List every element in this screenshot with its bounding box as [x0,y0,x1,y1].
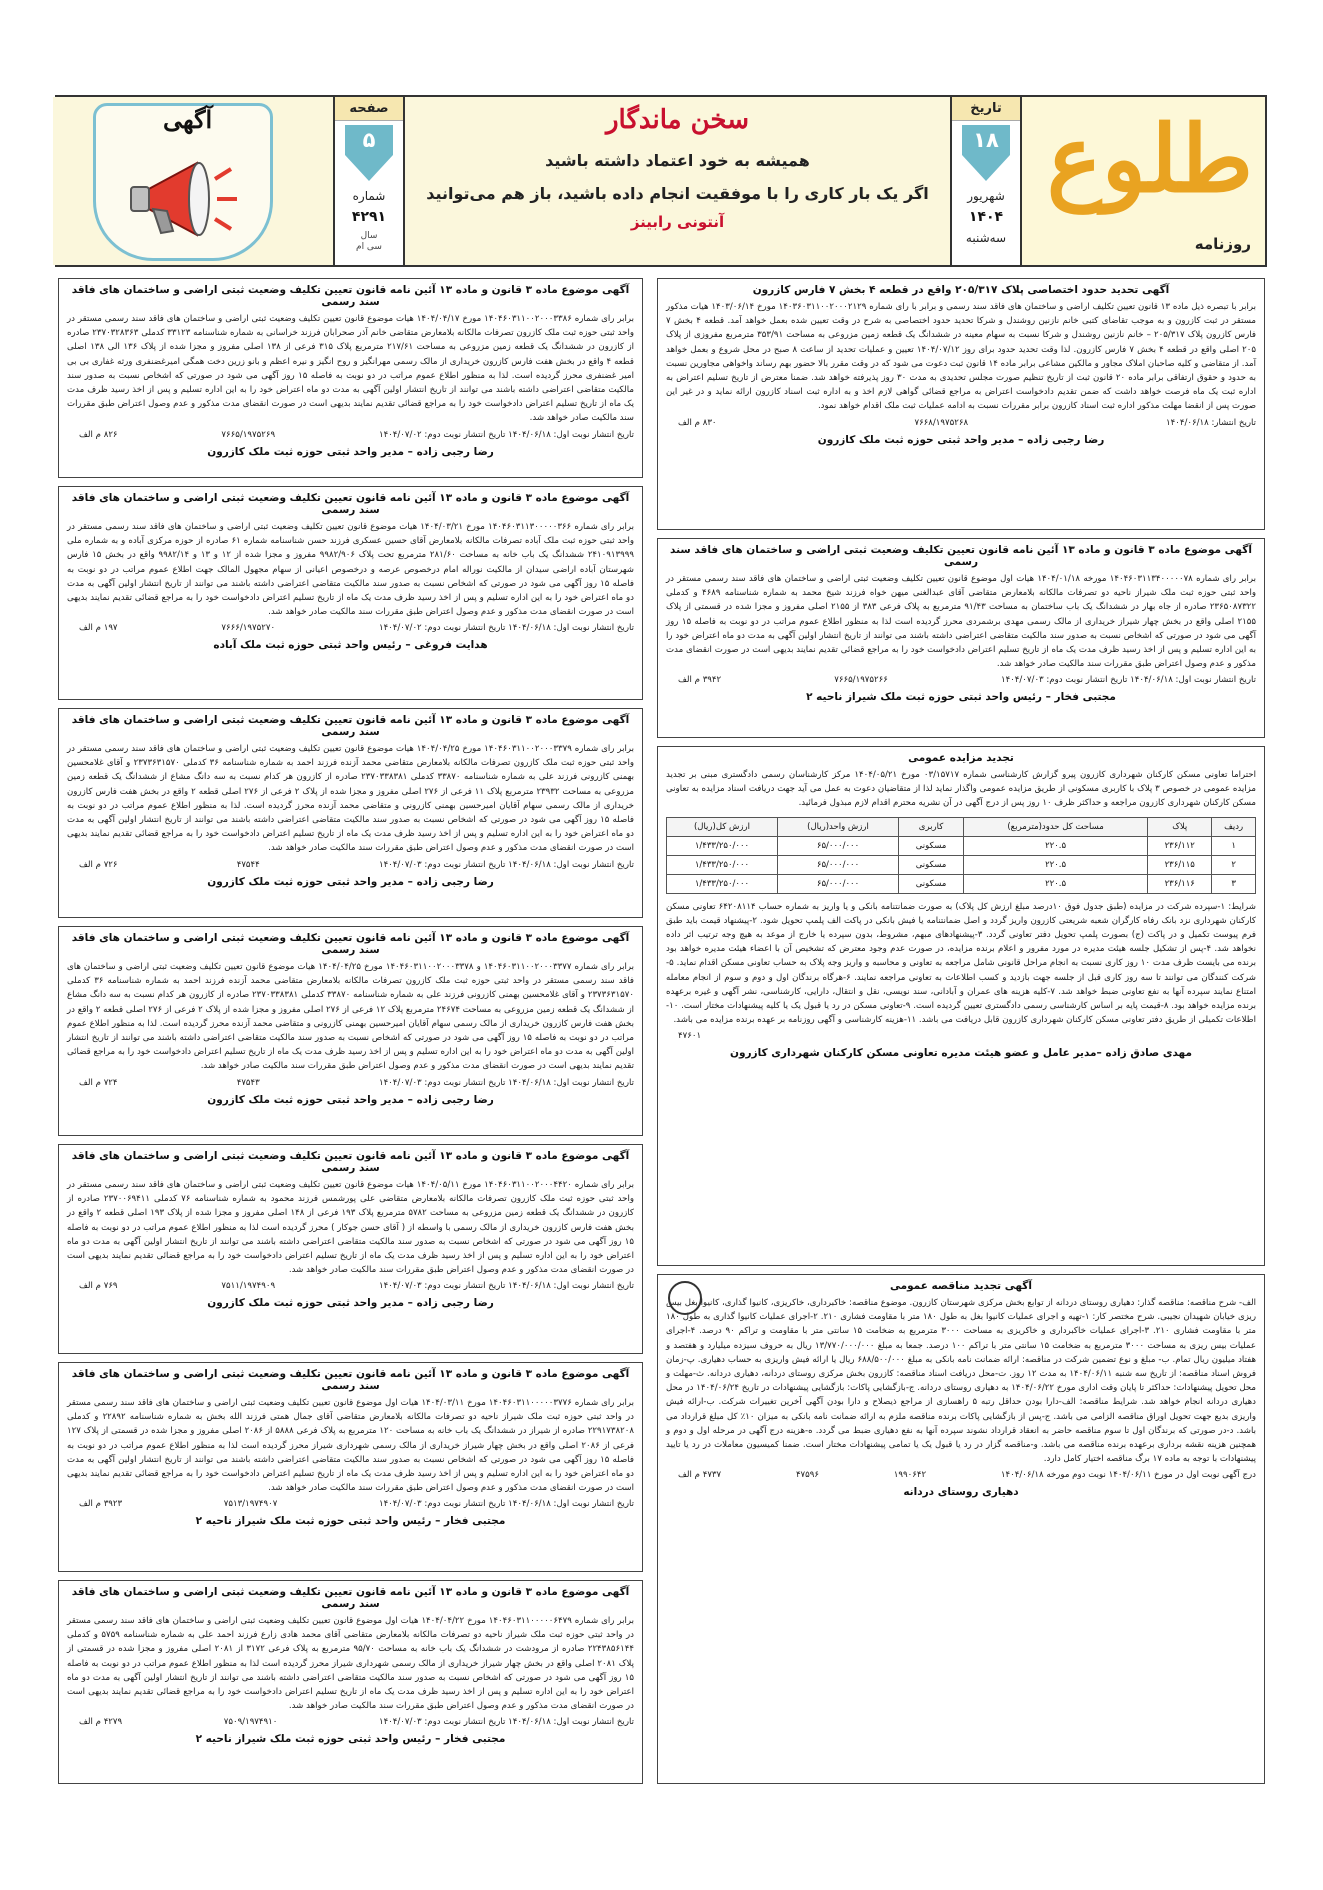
issue-number: ۴۲۹۱ [351,209,387,225]
notice-registration [58,278,643,478]
page-badge [345,125,393,183]
notice-signature: رضا رجبی زاده – مدیر واحد ثبتی حوزه ثبت ملک کازرون [817,433,1105,446]
notice-body: برابر با تبصره ذیل ماده ۱۳ قانون تعیین تکلیف اراضی و ساختمان های فاقد سند رسمی و برابر با رای شماره ۱۴۰۳۶۰۳۱۱۰۰۲۰۰۰۲۱۲۹ مورخ ۱۴۰۳/۰۶/۱۴ هیات مذکور مستقر در ثبت کازرون و به موجب تقاضای کتبی خانم نازنین روشندل و شرکا تحدید حدود اختصاصی به شرح در وقت تعیین شده بعمل خواهد آمد. قطعه ۴ بخش ۷ فارس کازرون پلاک ۲۰۵/۳۱۷ – خانم نازنین روشندل و شرکا نسبت به سهام معینه در ششدانگ یک قطعه زمین مزروعی به مساحت ۳۵۳/۹۱ مترمربع مفروزی از پلاک ۲۰۵ اصلی واقع در قطعه ۴ بخش ۷ فارس کازرون. لذا وقت تحدید حدود برای روز ۱۴۰۴/۰۷/۱۲ تعیین و عملیات تحدید از ساعت ۸ صبح در محل شروع و بعمل خواهد آمد. از متقاضی و کلیه صاحبان املاک مجاور و مالکین مشاعی برابر ماده ۱۴ قانون ثبت دعوت می شود که در وقت مقرر بالا حضور بهم رساند واخواهی مجاورین نسبت به حدود و حقوق ارتفاقی برابر ماده ۲۰ قانون ثبت از تاریخ تنظیم صورت مجلس تحدیدی به مدت ۳۰ روز پذیرفته خواهد شد. ضمنا معترض از تاریخ تسلیم اعتراض به اداره ثبت یک ماه فرصت خواهد داشت که ضمن تقدیم دادخواست اعتراض به مراجع قضائی گواهی لازم اخذ و به اداره ثبت اسناد کازرون ارائه نماید و در غیر این صورت پس از انقضا مهلت مذکور اداره ثبت اسناد کازرون برابر مقررات نسبت به ادامه عملیات ثبت ملک اقدام خواهد نمود. [666,302,1257,412]
table-cell: ۶۵/۰۰۰/۰۰۰ [777,855,898,874]
notice-meta [67,1497,634,1511]
notice-signature: رضا رجبی زاده – مدیر واحد ثبتی حوزه ثبت ملک کازرون [207,1093,494,1106]
table-header-cell: ارزش واحد(ریال) [777,817,898,836]
notice-meta [67,428,634,442]
notice-code: ۱۹۷ م الف [79,623,118,634]
ads-section-box [53,97,333,265]
volume-number: سی ام [356,242,382,252]
page-label: صفحه [335,97,403,121]
notice-tracking: ۷۶۶۶/۱۹۷۵۲۷۰ [221,623,276,634]
notice-meta [666,416,1256,430]
megaphone-icon [123,149,243,249]
notice-body: برابر رای شماره ۱۴۰۴۶۰۳۱۱۰۰۰۰۰۶۴۷۹ مورخ ۱۴۰۴/۰۴/۲۲ هیات اول موضوع قانون تعیین تکلیف وضعیت ثبتی اراضی و ساختمان های فاقد سند رسمی مستقر در واحد ثبتی حوزه ثبت ملک شیراز ناحیه دو تصرفات مالکانه بلامعارض متقاضی آقای محمد هادی زارع فرزند احمد علی به شماره شناسنامه ۵۷۵۹ و کدملی ۲۲۴۳۸۵۶۱۴۴ صادره از مرودشت در ششدانگ یک باب خانه به مساحت ۹۵/۷۰ مترمربع به پلاک فرعی ۳۱۷۲ از ۲۰۸۱ اصلی مفروز و مجزا شده در قسمتی از پلاک ۲۰۸۱ اصلی واقع در بخش چهار شیراز خریداری از مالک رسمی شهرداری شیراز محرز گردیده است لذا به منظور اطلاع عموم مراتب در دو نوبت به فاصله ۱۵ روز آگهی می شود در صورتی که اشخاص نسبت به صدور سند مالکیت متقاضی اعتراضی داشته باشند می توانند از تاریخ انتشار اولین آگهی به مدت دو ماه اعتراض خود را به این اداره تسلیم و پس از اخذ رسید ظرف مدت یک ماه از تاریخ تسلیم اعتراض دادخواست خود را به مراجع قضائی تقدیم نمایند بدیهی است در صورت انقضای مدت مذکور و عدم وصول اعتراض طبق مقررات سند مالکیت صادر خواهد شد. [67,1616,634,1712]
table-cell: ۲ [1212,855,1256,874]
quote-title: سخن ماندگار [606,105,749,135]
notice-code: ۷۲۴ م الف [79,1077,118,1088]
notice-dates: تاریخ انتشار نوبت اول: ۱۴۰۴/۰۶/۱۸ تاریخ انتشار نوبت دوم: ۱۴۰۴/۰۷/۰۳ [378,1717,634,1728]
notice-title: آگهی تجدید مناقصه عمومی [889,1280,1033,1292]
notice-signature: مجتبی فخار – رئیس واحد ثبتی حوزه ثبت ملک شیراز ناحیه ۲ [195,1515,506,1528]
volume-label: سال [360,231,378,241]
notice-title: آگهی موضوع ماده ۳ قانون و ماده ۱۳ آئین نامه قانون تعیین تکلیف وضعیت ثبتی اراضی و ساختمان های فاقد سند رسمی [71,284,630,308]
notice-meta [67,1279,634,1293]
notice-registration [58,1144,643,1354]
notice-code: ۳۹۴۲ م الف [678,675,722,686]
notice-code: ۴۷۳۷ م الف [678,1470,722,1481]
notice-title: آگهی موضوع ماده ۳ قانون و ماده ۱۳ آئین نامه قانون تعیین تکلیف وضعیت ثبتی اراضی و ساختمان های فاقد سند رسمی [71,1586,630,1610]
auction-table [666,817,1256,894]
notice-tracking: ۷۶۶۵/۱۹۷۵۲۶۹ [221,429,276,440]
table-cell: ۶۵/۰۰۰/۰۰۰ [777,836,898,855]
notice-dates: تاریخ انتشار نوبت اول: ۱۴۰۴/۰۶/۱۸ تاریخ انتشار نوبت دوم: ۱۴۰۴/۰۷/۰۲ [378,429,634,440]
notice-meta [666,673,1256,687]
notice-body: برابر رای شماره ۱۴۰۴۶۰۳۱۱۰۰۲۰۰۰۴۴۲۰ مورخ ۱۴۰۴/۰۵/۱۱ هیات موضوع قانون تعیین تکلیف وضعیت ثبتی اراضی و ساختمان های فاقد سند رسمی مستقر در واحد ثبتی حوزه ثبت ملک کازرون تصرفات مالکانه بلامعارض متقاضی علی پورشمس فرزند محمود به شماره شناسنامه ۷۶ کدملی ۲۳۷۰۰۶۹۴۱۱ صادره از کازرون در ششدانگ یک قطعه زمین مزروعی به مساحت ۵۷۸۲ مترمربع پلاک ۱۹۳ فرعی از ۱۴۸ اصلی مفروز و مجزا شده از پلاک ۱۹۳ اصلی قطعه ۲ واقع در بخش هفت فارس کازرون خریداری از مالک رسمی با واسطه از ( آقای حسن جوکار ) محرز گردیده است لذا به منظور اطلاع عموم مراتب در دو نوبت به فاصله ۱۵ روز آگهی می شود در صورتی که اشخاص نسبت به صدور سند مالکیت متقاضی اعتراضی داشته باشند می توانند از تاریخ انتشار اولین آگهی به مدت دو ماه اعتراض خود را به این اداره تسلیم و پس از اخذ رسید ظرف مدت یک ماه از تاریخ تسلیم اعتراض دادخواست خود را به مراجع قضائی تقدیم نمایند بدیهی است در صورت انقضای مدت مذکور و عدم وصول اعتراض طبق مقررات سند مالکیت صادر خواهد شد. [67,1180,635,1276]
table-cell: مسکونی [899,855,964,874]
quote-line-2: اگر یک بار کاری را با موفقیت انجام داده باشید، باز هم می‌توانید [426,184,929,203]
notice-tracking: ۷۶۶۵/۱۹۷۵۲۶۶ [834,675,888,686]
notice-tracking: ۷۵۱۱/۱۹۷۴۹۰۹ [221,1281,276,1292]
table-header-cell: مساحت کل حدود(مترمربع) [963,817,1147,836]
date-weekday: سه‌شنبه [965,231,1007,245]
notice-dates: تاریخ انتشار نوبت اول: ۱۴۰۴/۰۶/۱۸ تاریخ انتشار نوبت دوم: ۱۴۰۴/۰۷/۰۳ [378,859,634,870]
day-badge [962,125,1010,183]
notice-title: آگهی موضوع ماده ۳ قانون و ماده ۱۳ آئین نامه قانون تعیین تکلیف وضعیت ثبتی اراضی و ساختمان های فاقد سند رسمی [71,932,630,956]
table-cell: ۱/۴۳۳/۲۵۰/۰۰۰ [667,836,778,855]
notice-title: آگهی موضوع ماده ۳ قانون و ماده ۱۳ آئین نامه قانون تعیین تکلیف وضعیت ثبتی اراضی و ساختمان های فاقد سند رسمی [71,714,630,738]
date-year: ۱۴۰۴ [968,209,1004,225]
notice-signature: دهیاری روستای دردانه [903,1486,1019,1499]
notice-code: ۳۹۲۳ م الف [79,1499,123,1510]
notice-body: برابر رای شماره ۱۴۰۴۶۰۳۱۱۳۰۰۰۰۰۳۶۶ مورخ ۱۴۰۴/۰۳/۲۱ هیات موضوع قانون تعیین تکلیف وضعیت ثبتی اراضی و ساختمان های فاقد سند رسمی مستقر در واحد ثبتی حوزه ثبت ملک آباده تصرفات مالکانه بلامعارض آقای حسین عسکری فرزند حسن شناسنامه شماره ۶۱ صادره از حوزه مرکزی آباده و به شماره ملی ۲۴۱۰۹۱۳۹۹۹ ششدانگ یک باب خانه به مساحت ۲۸۱/۶۰ مترمربع تحت پلاک ۹۹۸۲/۹۰۶ مفروز و مجزا شده از ۱۲ و ۱۳ و ۹۹۸۲/۱۴ واقع در بخش ۱۵ فارس شهرستان آباده اراضی سیدان از مالکیت نوراله امام درخصوص عرصه و درخصوص اعیانی از سهام مجهول المالک جهت اطلاع عموم مراتب در دو نوبت به فاصله ۱۵ روز آگهی می شود در صورتی که اشخاص نسبت به صدور سند مالکیت متقاضی اعتراضی داشته باشند می توانند از تاریخ انتشار اولین آگهی به مدت دو ماه اعتراض خود را به این اداره تسلیم و پس از اخذ رسید ظرف مدت یک ماه از تاریخ تسلیم اعتراض دادخواست خود را به مراجع قضائی تقدیم نمایند بدیهی است در صورت انقضای مدت مذکور و عدم وصول اعتراض طبق مقررات سند مالکیت صادر خواهد شد. [67,522,634,618]
notice-dates: تاریخ انتشار نوبت اول: ۱۴۰۴/۰۶/۱۸ تاریخ انتشار نوبت دوم: ۱۴۰۴/۰۷/۰۳ [378,1281,634,1292]
date-month: شهریور [967,189,1005,203]
notice-registration [58,1580,643,1784]
notice-tracking: ۴۷۵۹۶ [795,1470,820,1481]
table-cell: ۱ [1212,836,1256,855]
table-cell: مسکونی [899,836,964,855]
table-row [667,855,1256,874]
notice-registration [58,1362,643,1572]
notice-meta [67,1715,634,1729]
notice-code: ۸۳۰ م الف [678,417,717,428]
notice-signature: رضا رجبی زاده – مدیر واحد ثبتی حوزه ثبت ملک کازرون [207,1297,494,1310]
table-header-cell: ارزش کل(ریال) [667,817,778,836]
notice-meta [666,1029,1256,1043]
auction-conditions: شرایط: ۱-سپرده شرکت در مزایده (طبق جدول فوق ۱۰درصد مبلغ ارزش کل پلاک) به صورت ضمانتنامه بانکی و یا واریز به شماره حساب ۶۴۲۰۸۱۱۴ تعاونی مسکن کارکنان شهرداری نزد بانک رفاه کارگران شعبه شریعتی کازرون واریز گردد و اصل ضمانتنامه یا فیش بانکی در پاکت الف پلمپ تحویل شود. ۲-پیشنهاد قیمت باید طبق فرم پیوست تکمیل و در پاکت (ج) بصورت پلمپ تحویل دفتر تعاونی گردد. ۳-پیشنهادهای مبهم، مشروط، بدون سپرده یا خارج از موعد به هیچ وجه ترتیب اثر داده نخواهد شد. ۴-پس از تشکیل جلسه هیئت مدیره در مورد مفرور و اعلام برنده مزایده، در صورت عدم وجود معترض که تشخیص آن با اعضاء هیئت مدیره خواهد بود برنده می بایست ظرف مدت ۱۰ روز کاری نسبت به انجام مراحل قانونی شامل مراجعه به تعاونی و محاسبه و واریز وجه پلاک به حساب تعاونی مسکن اقدام نماید. ۵-شرکت کنندگان می توانند تا سه روز کاری قبل از جلسه جهت بازدید و کسب اطلاعات به تعاونی مراجعه نمایند. ۶-هرگاه برندگان اول و دوم و سوم از انجام معامله امتناع نمایند سپرده آنها به نفع تعاونی ضبط خواهد شد. ۷-کلیه هزینه های عمران و آبادانی، سند نویسی، نقل و انتقال، دارایی، کارشناسی، نشر آگهی و غیره برعهده برنده مزایده خواهد بود. ۸-قیمت پایه بر اساس کارشناسی رسمی دادگستری تعیین گردیده است. ۹-تعاونی مسکن در رد یا قبول یک یا کلیه پیشنهادات مختار است. ۱۰-اطلاعات تکمیلی از طریق دفتر تعاونی مسکن کارکنان شهرداری کازرون قابل دریافت می باشد. ۱۱-هزینه کارشناسی و آگهی روزنامه بر عهده برنده مزایده می باشد. [666,901,1257,1026]
quote-box [403,97,950,265]
notice-code: ۷۲۶ م الف [79,859,118,870]
notice-body: برابر رای شماره ۱۴۰۴۶۰۳۱۱۰۰۲۰۰۰۳۳۷۷ و ۱۴۰۴۶۰۳۱۱۰۰۲۰۰۰۳۳۷۸ مورخ ۱۴۰۴/۰۴/۲۵ هیات موضوع قانون تعیین تکلیف وضعیت ثبتی اراضی و ساختمان های فاقد سند رسمی مستقر در واحد ثبتی حوزه ثبت ملک کازرون تصرفات مالکانه بلامعارض متقاضی محمد آزنده فرزند احمد به شماره شناسنامه ۳۶ کدملی ۲۳۷۳۶۳۱۵۷۰ و آقای غلامحسین بهمنی کازرونی فرزند علی به شماره شناسنامه ۳۳۸۷۰ کدملی ۲۳۷۰۳۳۸۳۸۱ صادره از کازرون هر کدام نسبت به سه دانگ مشاع از ششدانگ یک قطعه زمین مزروعی به مساحت ۲۴۶۷۴ مترمربع پلاک ۱۲ فرعی از ۲۷۶ اصلی مفروز و مجزا شده از پلاک ۲ فرعی از ۲۷۶ اصلی قطعه ۲ واقع در بخش هفت فارس کازرون خریداری از مالک رسمی سهام آقایان امیرحسین بهمنی کازرونی و متقاضی محمد آزنده محرز گردیده است. لذا به منظور اطلاع عموم مراتب در دو نوبت به فاصله ۱۵ روز آگهی می شود در صورتی که اشخاص نسبت به صدور سند مالکیت متقاضی اعتراضی داشته باشند می توانند از تاریخ انتشار اولین آگهی به مدت دو ماه اعتراض خود را به این اداره تسلیم و پس از اخذ رسید ظرف مدت یک ماه از تاریخ تسلیم اعتراض دادخواست خود را به مراجع قضائی تقدیم نمایند بدیهی است در صورت انقضای مدت مذکور و عدم وصول اعتراض طبق مقررات سند مالکیت صادر خواهد شد. [67,962,635,1072]
table-cell: ۲۳۶/۱۱۶ [1148,874,1212,893]
ads-section-title: آگهی [163,105,213,134]
newspaper-logo[interactable] [1020,97,1265,265]
notice-dates: تاریخ انتشار نوبت اول: ۱۴۰۴/۰۶/۱۸ تاریخ انتشار نوبت دوم: ۱۴۰۴/۰۷/۰۳ [378,1077,634,1088]
table-row [667,874,1256,893]
notice-signature: مجتبی فخار – رئیس واحد ثبتی حوزه ثبت ملک شیراز ناحیه ۲ [806,691,1116,704]
notice-meta [67,858,634,872]
emblem-icon [668,1281,702,1315]
table-header-cell: ردیف [1212,817,1256,836]
notice-auction [657,746,1265,1266]
notice-meta [67,621,634,635]
notice-title: آگهی موضوع ماده ۳ قانون و ماده ۱۳ آئین نامه قانون تعیین تکلیف وضعیت ثبتی اراضی و ساختمان های فاقد سند رسمی [71,1368,630,1392]
notice-title: آگهی موضوع ماده ۳ قانون و ماده ۱۳ آئین نامه قانون تعیین تکلیف وضعیت ثبتی اراضی و ساختمان های فاقد سند رسمی [71,492,630,516]
notice-registration [58,486,643,700]
page-box [333,97,403,265]
notice-signature: رضا رجبی زاده – مدیر واحد ثبتی حوزه ثبت ملک کازرون [207,445,494,458]
table-cell: ۶۵/۰۰۰/۰۰۰ [777,874,898,893]
quote-line-1: همیشه به خود اعتماد داشته باشید [545,151,810,170]
notice-signature: رضا رجبی زاده – مدیر واحد ثبتی حوزه ثبت ملک کازرون [207,875,494,888]
table-cell: ۱/۴۳۳/۲۵۰/۰۰۰ [667,855,778,874]
date-day: ۱۸ [962,125,1010,155]
notice-code: ۸۲۶ م الف [79,429,118,440]
arrow-down-icon [345,155,393,181]
notice-tracking: ۴۷۵۴۴ [236,859,260,870]
notice-title: آگهی تحدید حدود اختصاصی پلاک ۲۰۵/۳۱۷ واقع در قطعه ۴ بخش ۷ فارس کازرون [752,284,1170,296]
notice-tracking: ۷۵۰۹/۱۹۷۴۹۱۰ [223,1717,278,1728]
notice-meta [666,1468,1256,1482]
notice-body: الف- شرح مناقصه: مناقصه گذار: دهیاری روستای دردانه از توابع بخش مرکزی شهرستان کازرون. موضوع مناقصه: خاکبرداری، خاکریزی، کانیوا گذاری، کانیوا بغل بیس ریزی خیابان شهیدان نجیبی. شرح مختصر کار: ۱-تهیه و اجرای عملیات کانیوا بغل به طول ۱۸۰ متر با مقاومت فشاری ۲۱۰. ۲-اجرای عملیات کانیوا گذاری به طول ۱۸۰ متر با مقاومت فشاری ۲۱۰. ۳-اجرای عملیات خاکبرداری و خاکریزی به مساحت ۳۰۰۰ مترمربع به ضخامت ۱۵ سانتی متر با مقاومت و تراکم ۹۰ درصد. ۴-اجرای عملیات بیس ریزی به مساحت ۳۰۰۰ مترمربع به ضخامت ۱۵ سانتی متر با تراکم ۱۰۰ درصد. جمعا به مبلغ ۱۳/۷۷۰/۰۰۰/۰۰۰ ریال به حروف سیزده میلیارد و هفتصد و هفتاد میلیون ریال تمام. ب- مبلغ و نوع تضمین شرکت در مناقصه: ارائه ضمانت نامه بانکی به مبلغ ۶۸۸/۵۰۰/۰۰۰ ریال یا ارائه فیش واریزی به حساب دهیاری. پ-زمان فروش اسناد مناقصه: از تاریخ سه شنبه ۱۴۰۴/۰۶/۱۱ به مدت ۱۲ روز. ت-محل دریافت اسناد مناقصه: کازرون بخش مرکزی روستای دردانه، دهیاری دردانه. ث-مهلت و محل تحویل پیشنهادات: حداکثر تا پایان وقت اداری مورخ ۱۴۰۴/۰۶/۲۲ به دهیاری روستای دردانه. ج-بازگشایی پاکات: بازگشایی پیشنهادات در تاریخ ۱۴۰۴/۰۶/۲۴ در محل دهیاری دردانه انجام خواهد شد. شرایط مناقصه: الف-دارا بودن حداقل رتبه ۵ راهسازی از مراجع ذیصلاح و دارا بودن آگهی آخرین تغییرات شرکت. ب-ارائه فیش واریزی بدیع جهت تحویل اوراق مناقصه الزامی می باشد. ج-پس از بازگشایی پاکات برنده مناقصه ملزم به ارائه ضمانت نامه بانکی به میزان ۱۰٪ کل مبلغ قرارداد می باشد. د-در صورتی که برندگان اول تا سوم مناقصه حاضر به انعقاد قرارداد نشوند سپرده آنها به نفع دهیاری ضبط می گردد. ه-هزینه درج آگهی در مرحله اول و دوم و همچنین هزینه نقشه برداری برعهده برنده مناقصه می باشد. و-مناقصه گزار در رد یا قبول یک یا تمامی پیشنهادات مختار است. ضمنا کمیسیون معاملات در رد یا تایید پیشنهادات با توجه به ماده ۱۷ برگ مناقصه اختیار کامل دارد. [666,1298,1257,1465]
notice-tracking: ۴۷۵۴۳ [236,1077,260,1088]
notice-tracking: ۱۹۹۰۶۴۲ [893,1470,927,1481]
quote-author: آنتونی رابینز [630,213,725,231]
table-row [667,836,1256,855]
notice-title: تجدید مزایده عمومی [908,752,1014,764]
notice-body: برابر رای شماره ۱۴۰۴۶۰۳۱۱۳۴۰۰۰۰۰۷۸ مورخه ۱۴۰۴/۰۱/۱۸ هیات اول موضوع قانون تعیین تکلیف وضعیت ثبتی اراضی و ساختمان های فاقد سند رسمی مستقر در واحد ثبتی حوزه ثبت ملک شیراز ناحیه دو تصرفات مالکانه بلامعارض متقاضی آقای عبدالغنی میهن خواه فرزند شیخ محمد به شماره شناسنامه ۴۶۸۹ و کدملی ۲۳۶۵۰۸۷۳۲۲ صادره از جاه بهار در ششدانگ یک باب ساختمان به مساحت ۹۱/۴۳ مترمربع به پلاک فرعی ۳۸۳ از ۲۱۵۵ اصلی مفروز و مجزا شده در قسمتی از پلاک ۲۱۵۵ اصلی واقع در بخش چهار شیراز خریداری از مالک رسمی مهدی برشمردی محرز گردیده است لذا به منظور اطلاع عموم مراتب در دو نوبت به فاصله ۱۵ روز آگهی می شود در صورتی که اشخاص نسبت به صدور سند مالکیت متقاضی اعتراضی داشته باشند می توانند از تاریخ انتشار اولین آگهی به مدت دو ماه اعتراض خود را به این اداره تسلیم و پس از اخذ رسید ظرف مدت یک ماه از تاریخ تسلیم اعتراض دادخواست خود را به مراجع قضائی تقدیم نمایند بدیهی است در صورت انقضای مدت مذکور و عدم وصول اعتراض طبق مقررات سند مالکیت صادر خواهد شد. [666,574,1257,670]
notice-body: برابر رای شماره ۱۴۰۴۶۰۳۱۱۰۰۲۰۰۰۳۳۸۶ مورخ ۱۴۰۴/۰۴/۱۷ هیات موضوع قانون تعیین تکلیف وضعیت ثبتی اراضی و ساختمان های فاقد سند رسمی مستقر در واحد ثبتی حوزه ثبت ملک کازرون تصرفات مالکانه بلامعارض متقاضی خانم آذر صحرابان فرزند خراسانی به شماره شناسنامه ۳۳۱۲۳ کدملی ۲۳۷۰۳۲۸۳۶۳ صادره از کازرون در ششدانگ یک قطعه زمین مزروعی به مساحت ۲۱۷/۶۱ مترمربع پلاک ۳۱۵ فرعی از ۱۳۸ اصلی مفروز و مجزا شده از پلاک ۱۳۶ الی ۱۳۸ اصلی قطعه ۴ واقع در بخش هفت فارس کازرون خریداری از مالک رسمی مهرانگیز و روح انگیز و نیره اعظم و بانو زرین دخت همگی امیرغضنفری ورثه غفاری بی بی امیر غضنفری محرز گردیده است. لذا به منظور اطلاع عموم مراتب در دو نوبت به فاصله ۱۵ روز آگهی می شود در صورتی که اشخاص نسبت به صدور سند مالکیت متقاضی اعتراضی داشته باشند می توانند از تاریخ انتشار اولین آگهی به مدت دو ماه اعتراض خود را به این اداره تسلیم و پس از اخذ رسید ظرف مدت یک ماه از تاریخ تسلیم اعتراض دادخواست خود را به مراجع قضائی تقدیم نمایند بدیهی است در صورت انقضای مدت مذکور و عدم وصول اعتراض طبق مقررات سند مالکیت صادر خواهد شد. [67,314,635,424]
masthead [55,95,1267,267]
notice-title: آگهی موضوع ماده ۳ قانون و ماده ۱۳ آئین نامه قانون تعیین تکلیف وضعیت ثبتی اراضی و ساختمان های فاقد سند رسمی [71,1150,630,1174]
notice-boundary-definition [657,278,1265,530]
notice-dates: درج آگهی نوبت اول در مورخ ۱۴۰۴/۰۶/۱۱ نوبت دوم مورخه ۱۴۰۴/۰۶/۱۸ [1000,1470,1256,1481]
notice-tracking: ۷۶۶۸/۱۹۷۵۲۶۸ [914,417,969,428]
notice-tracking: ۴۷۶۰۱ [678,1031,702,1042]
table-cell: ۲۲۰.۵ [963,855,1147,874]
table-cell: ۲۳۶/۱۱۲ [1148,836,1212,855]
notice-title: آگهی موضوع ماده ۳ قانون و ماده ۱۳ آئین نامه قانون تعیین تکلیف وضعیت ثبتی اراضی و ساختمان های فاقد سند رسمی [670,544,1252,568]
notice-body: برابر رای شماره ۱۴۰۴۶۰۳۱۱۰۰۰۰۰۳۷۷۶ مورخ ۱۴۰۴/۰۳/۱۱ هیات اول موضوع قانون تعیین تکلیف وضعیت ثبتی اراضی و ساختمان های فاقد سند رسمی مستقر در واحد ثبتی حوزه ثبت ملک شیراز ناحیه دو تصرفات مالکانه بلامعارض متقاضی آقای جمال همتی فرزند الله بخش به شماره شناسنامه ۲۲۸۹۲ و کدملی ۲۲۹۱۷۳۸۲۰۸ صادره از شیراز در ششدانگ یک باب خانه به مساحت ۱۲۰ مترمربع به پلاک فرعی ۵۸۸۸ از ۲۰۸۶ اصلی مفروز و مجزا شده در قسمتی از پلاک ۱۲۷ فرعی از ۲۰۸۶ اصلی واقع در بخش چهار شیراز خریداری از مالک رسمی شهرداری شیراز محرز گردیده است لذا به منظور اطلاع عموم مراتب در دو نوبت به فاصله ۱۵ روز آگهی می شود در صورتی که اشخاص نسبت به صدور سند مالکیت متقاضی اعتراضی داشته باشند می توانند از تاریخ انتشار اولین آگهی به مدت دو ماه اعتراض خود را به این اداره تسلیم و پس از اخذ رسید ظرف مدت یک ماه از تاریخ تسلیم اعتراض دادخواست خود را به مراجع قضائی تقدیم نمایند بدیهی است در صورت انقضای مدت مذکور و عدم وصول اعتراض طبق مقررات سند مالکیت صادر خواهد شد. [67,1398,635,1494]
date-box [950,97,1020,265]
table-cell: ۲۲۰.۵ [963,874,1147,893]
logo-wordmark: طلوع [1046,105,1253,213]
notice-tender [657,1274,1265,1784]
logo-subtitle: روزنامه [1194,235,1251,253]
page-number: ۵ [345,125,393,155]
issue-label: شماره [352,189,386,203]
auction-intro: احتراما تعاونی مسکن کارکنان شهرداری کازرون پیرو گزارش کارشناسی شماره ۰۳/۱۵۷۱۷ مورخ ۱۴۰۴/۰۵/۲۱ مرکز کارشناسان رسمی دادگستری مبنی بر تجدید مزایده عمومی در خصوص ۳ پلاک با کاربری مسکونی از طریق مزایده عمومی واگذار نماید لذا از متقاضیان دعوت به عمل می آید جهت دریافت اسناد مزایده به تعاونی مسکن کارکنان شهرداری کازرون مراجعه و حداکثر ظرف ۱۰ روز پس از درج آگهی در آن نشریه محترم اقدام لازم مبذول فرمائید. [666,770,1256,809]
table-cell: ۳ [1212,874,1256,893]
table-cell: ۲۲۰.۵ [963,836,1147,855]
table-header-cell: کاربری [899,817,964,836]
notice-registration [58,708,643,918]
notice-registration [58,926,643,1136]
notice-code: ۷۶۹ م الف [79,1281,118,1292]
table-cell: ۲۳۶/۱۱۵ [1148,855,1212,874]
notice-body: برابر رای شماره ۱۴۰۴۶۰۳۱۱۰۰۲۰۰۰۳۳۷۹ مورخ ۱۴۰۴/۰۴/۲۵ هیات موضوع قانون تعیین تکلیف وضعیت ثبتی اراضی و ساختمان های فاقد سند رسمی مستقر در واحد ثبتی حوزه ثبت ملک کازرون تصرفات مالکانه بلامعارض متقاضی محمد آزنده فرزند احمد به شماره شناسنامه ۳۶ کدملی ۲۳۷۳۶۳۱۵۷۰ و آقای غلامحسین بهمنی کازرونی فرزند علی به شماره شناسنامه ۳۳۸۷۰ کدملی ۲۳۷۰۳۳۸۳۸۱ صادره از کازرون هر کدام نسبت به سه دانگ مشاع از ششدانگ یک قطعه زمین مزروعی به مساحت ۲۳۹۳۲ مترمربع پلاک ۱۱ فرعی از ۲۷۶ اصلی مفروز و مجزا شده از پلاک ۲ فرعی از ۲۷۶ اصلی قطعه ۲ واقع در بخش هفت فارس کازرون خریداری از مالک رسمی سهام آقایان امیرحسین بهمنی کازرونی و متقاضی محمد آزنده محرز گردیده است. لذا به منظور اطلاع عموم مراتب در دو نوبت به فاصله ۱۵ روز آگهی می شود در صورتی که اشخاص نسبت به صدور سند مالکیت متقاضی اعتراضی داشته باشند می توانند از تاریخ انتشار اولین آگهی به مدت دو ماه اعتراض خود را به این اداره تسلیم و پس از اخذ رسید ظرف مدت یک ماه از تاریخ تسلیم اعتراض دادخواست خود را به مراجع قضائی تقدیم نمایند بدیهی است در صورت انقضای مدت مذکور و عدم وصول اعتراض طبق مقررات سند مالکیت صادر خواهد شد. [67,744,635,854]
arrow-down-icon [962,155,1010,181]
notice-dates: تاریخ انتشار نوبت اول: ۱۴۰۴/۰۶/۱۸ تاریخ انتشار نوبت دوم: ۱۴۰۴/۰۷/۰۳ [1000,675,1256,686]
notice-dates: تاریخ انتشار: ۱۴۰۴/۰۶/۱۸ [1166,417,1256,428]
date-label: تاریخ [952,97,1020,121]
table-cell: ۱/۴۳۳/۲۵۰/۰۰۰ [667,874,778,893]
notice-meta [67,1076,634,1090]
notice-signature: مجتبی فخار – رئیس واحد ثبتی حوزه ثبت ملک شیراز ناحیه ۲ [195,1733,506,1746]
notice-signature: هدایت فروغی – رئیس واحد ثبتی حوزه ثبت ملک آباده [213,639,488,652]
notice-shiraz-registration [657,538,1265,738]
notice-dates: تاریخ انتشار نوبت اول: ۱۴۰۴/۰۶/۱۸ تاریخ انتشار نوبت دوم: ۱۴۰۴/۰۷/۰۳ [378,1499,634,1510]
notice-dates: تاریخ انتشار نوبت اول: ۱۴۰۴/۰۶/۱۸ تاریخ انتشار نوبت دوم: ۱۴۰۴/۰۷/۰۲ [378,623,634,634]
notice-tracking: ۷۵۱۳/۱۹۷۴۹۰۷ [223,1499,278,1510]
table-cell: مسکونی [899,874,964,893]
notice-signature: مهدی صادق زاده –مدیر عامل و عضو هیئت مدیره تعاونی مسکن کارکنان شهرداری کازرون [730,1047,1192,1060]
notice-code: ۴۲۷۹ م الف [79,1717,123,1728]
table-header-cell: پلاک [1148,817,1212,836]
table-header-row [667,817,1256,836]
